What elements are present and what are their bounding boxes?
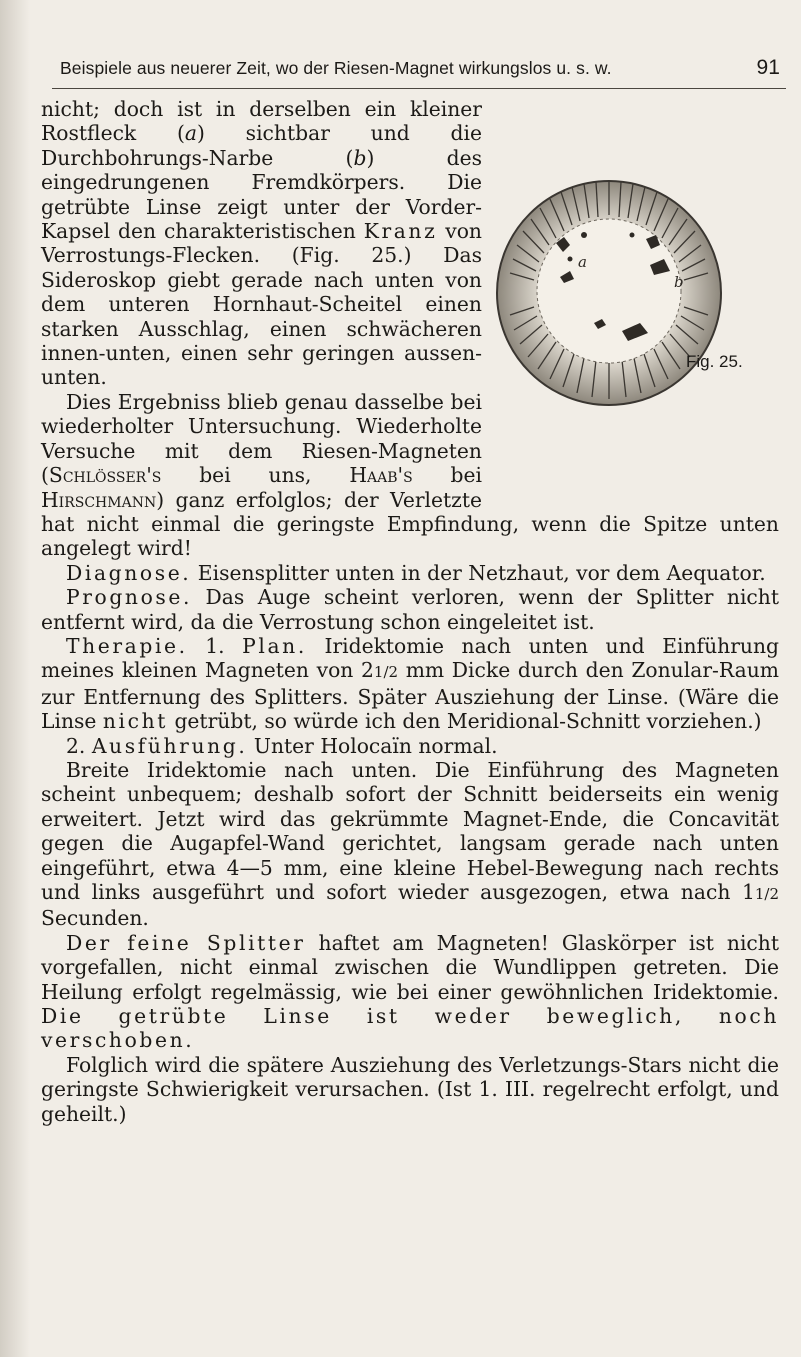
running-title: Beispiele aus neuerer Zeit, wo der Riesen-Magnet wirkungslos u. s. w. [60,58,612,78]
running-header [60,58,780,88]
paragraph-magnet-attempts: Dies Ergebniss blieb genau dasselbe bei wiederholter Untersuchung. Wiederholte Versuche mit dem Riesen-Magneten (Schlösser's bei uns, Haab's bei Hirschmann) ganz erfolglos; der Verletzte hat nicht einmal die geringste Empfindung, wenn die Spitze unten angelegt wird! [41,389,779,561]
header-rule [52,88,786,89]
eye-illustration [474,173,744,413]
paragraph-findings: nicht; doch ist in derselben ein kleiner Rostfleck (a) sichtbar und die Durchbohrungs-Narbe (b) des eingedrungenen Fremdkörpers. Die getrübte Linse zeigt unter der Vorder-Kapsel den charakteristischen Kranz von Verrostungs-Flecken. (Fig. 25.) Das Sideroskop giebt gerade nach unten von dem unteren Hornhaut-Scheitel einen starken Ausschlag, einen schwächeren innen-unten, einen sehr geringen aussen-unten. [41,97,482,390]
paragraph-folglich: Folglich wird die spätere Ausziehung des Verletzungs-Stars nicht die geringste Schwierigkeit verursachen. (Ist 1. III. regelrecht erfolgt, und geheilt.) [41,1052,779,1126]
body-text [41,97,779,1126]
page-edge-shadow [0,0,30,1357]
paragraph-prognose: Prognose. Das Auge scheint verloren, wenn der Splitter nicht entfernt wird, da die Verrostung schon eingeleitet ist. [41,585,779,634]
figure-25 [494,97,779,490]
lens-area [537,219,681,363]
figure-label-a: a [578,253,587,271]
paragraph-ausfuehrung: 2. Ausführung. Unter Holocaïn normal. [66,733,498,758]
paragraph-splitter: Der feine Splitter haftet am Magneten! Glaskörper ist nicht vorgefallen, nicht einmal zwischen die Wundlippen getreten. Die Heilung erfolgt regelmässig, wie bei einer gewöhnlichen Iridektomie. Die getrübte Linse ist weder beweglich, noch verschoben. [41,930,780,1053]
paragraph-diagnose: Diagnose. Eisensplitter unten in der Netzhaut, vor dem Aequator. [66,560,766,585]
figure-label-b: b [674,273,684,291]
paragraph-iridektomie: Breite Iridektomie nach unten. Die Einführung des Magneten scheint unbequem; deshalb sofort der Schnitt beiderseits ein wenig erweitert. Jetzt wird das gekrümmte Magnet-Ende, die Concavität gegen die Augapfel-Wand gerichtet, langsam gerade nach unten eingeführt, etwa 4—5 mm, eine kleine Hebel-Bewegung nach rechts und links ausgeführt und sofort wieder ausgezogen, etwa nach 11/2 Secunden. [41,757,779,931]
paragraph-therapie: Therapie. 1. Plan. Iridektomie nach unten und Einführung meines kleinen Magneten von 21/2 mm Dicke durch den Zonular-Raum zur Entfernung des Splitters. Später Ausziehung der Linse. (Wäre die Linse nicht getrübt, so würde ich den Meridional-Schnitt vorziehen.) [41,633,779,734]
figure-caption: Fig. 25. [686,352,743,371]
page-number: 91 [756,56,780,79]
